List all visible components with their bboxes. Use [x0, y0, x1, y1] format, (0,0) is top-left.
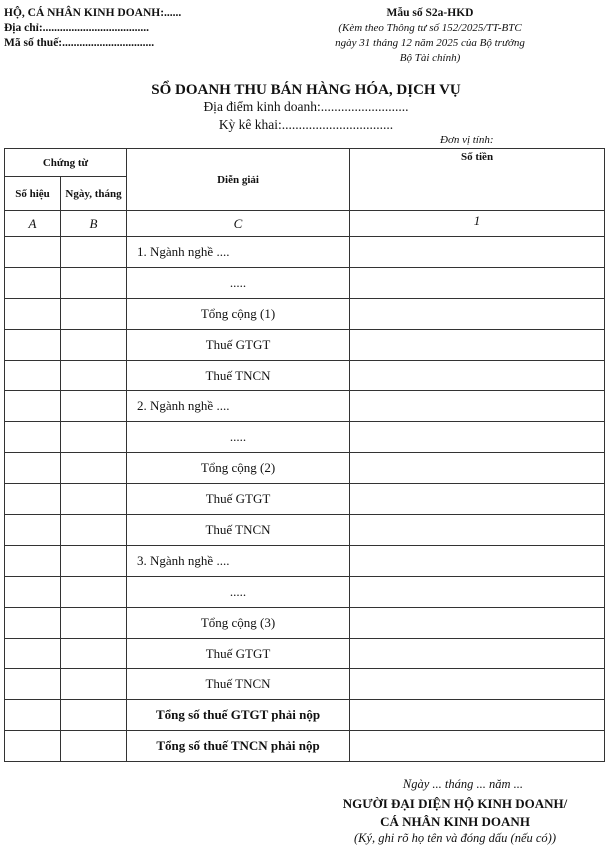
unit-label: Đơn vị tính:	[440, 134, 494, 146]
description-cell: Tổng cộng (1)	[127, 298, 350, 329]
voucher-number-cell	[5, 576, 61, 607]
voucher-number-header: Số hiệu	[5, 177, 61, 211]
amount-cell	[350, 391, 605, 422]
voucher-number-cell	[5, 545, 61, 576]
table-row	[5, 576, 605, 607]
table-row	[5, 237, 605, 268]
description-cell: Tổng cộng (2)	[127, 453, 350, 484]
reference-line-2: ngày 31 tháng 12 năm 2025 của Bộ trưởng	[335, 37, 525, 49]
table-row	[5, 700, 605, 731]
description-cell: Tổng số thuế GTGT phải nộp	[127, 700, 350, 731]
voucher-number-cell	[5, 700, 61, 731]
column-label-1: 1	[350, 211, 605, 237]
amount-cell	[350, 360, 605, 391]
amount-cell	[350, 576, 605, 607]
voucher-number-cell	[5, 515, 61, 546]
header-left	[4, 6, 181, 51]
voucher-header: Chứng từ	[5, 149, 127, 177]
table-row	[5, 422, 605, 453]
table-row	[5, 391, 605, 422]
description-cell: Thuế TNCN	[127, 360, 350, 391]
voucher-date-cell	[61, 267, 127, 298]
description-cell: Thuế GTGT	[127, 638, 350, 669]
ledger-body	[5, 237, 605, 762]
voucher-number-cell	[5, 298, 61, 329]
amount-cell	[350, 515, 605, 546]
amount-header: Số tiền	[350, 149, 605, 211]
amount-cell	[350, 422, 605, 453]
description-cell: Thuế TNCN	[127, 515, 350, 546]
voucher-number-cell	[5, 669, 61, 700]
table-row	[5, 484, 605, 515]
voucher-date-cell	[61, 700, 127, 731]
voucher-number-cell	[5, 329, 61, 360]
description-cell: .....	[127, 422, 350, 453]
form-number: Mẫu số S2a-HKD	[386, 7, 474, 19]
voucher-date-cell	[61, 607, 127, 638]
voucher-number-cell	[5, 484, 61, 515]
signature-title-line-2: CÁ NHÂN KINH DOANH	[380, 814, 530, 829]
voucher-date-cell	[61, 391, 127, 422]
amount-cell	[350, 700, 605, 731]
amount-cell	[350, 607, 605, 638]
table-row	[5, 329, 605, 360]
voucher-date-cell	[61, 515, 127, 546]
table-row	[5, 669, 605, 700]
signature-note: (Ký, ghi rõ họ tên và đóng dấu (nếu có))	[353, 831, 557, 845]
description-cell: Thuế TNCN	[127, 669, 350, 700]
voucher-date-cell	[61, 453, 127, 484]
table-row	[5, 638, 605, 669]
table-row	[5, 360, 605, 391]
tax-code-label: Mã số thuế:................................	[4, 37, 155, 49]
column-label-c: C	[127, 211, 350, 237]
voucher-date-cell	[61, 731, 127, 762]
voucher-date-cell	[61, 298, 127, 329]
voucher-number-cell	[5, 360, 61, 391]
description-cell: Tổng cộng (3)	[127, 607, 350, 638]
table-row	[5, 545, 605, 576]
reference-line-1: (Kèm theo Thông tư số 152/2025/TT-BTC	[338, 22, 522, 34]
amount-cell	[350, 298, 605, 329]
signature-date: Ngày ... tháng ... năm ...	[402, 777, 524, 791]
header-right	[292, 6, 568, 66]
voucher-number-cell	[5, 237, 61, 268]
table-row	[5, 607, 605, 638]
address-label: Địa chỉ:.....................................	[4, 22, 150, 34]
voucher-date-cell	[61, 237, 127, 268]
business-location: Địa điểm kinh doanh:..........................	[203, 99, 409, 114]
amount-cell	[350, 329, 605, 360]
column-label-a: A	[5, 211, 61, 237]
description-cell: Thuế GTGT	[127, 329, 350, 360]
voucher-date-cell	[61, 360, 127, 391]
declaration-period: Kỳ kê khai:.................................	[218, 117, 394, 132]
household-label: HỘ, CÁ NHÂN KINH DOANH:......	[4, 7, 182, 19]
amount-cell	[350, 267, 605, 298]
voucher-number-cell	[5, 267, 61, 298]
voucher-date-header: Ngày, tháng	[61, 177, 127, 211]
voucher-number-cell	[5, 391, 61, 422]
description-header: Diễn giải	[127, 149, 350, 211]
amount-cell	[350, 638, 605, 669]
reference-line-3: Bộ Tài chính)	[399, 52, 461, 64]
amount-cell	[350, 484, 605, 515]
description-cell: 3. Ngành nghề ....	[127, 545, 350, 576]
description-cell: Thuế GTGT	[127, 484, 350, 515]
voucher-date-cell	[61, 576, 127, 607]
amount-cell	[350, 545, 605, 576]
table-row	[5, 731, 605, 762]
table-row	[5, 515, 605, 546]
amount-cell	[350, 237, 605, 268]
description-cell: .....	[127, 267, 350, 298]
revenue-ledger-table	[4, 148, 605, 762]
description-cell: 1. Ngành nghề ....	[127, 237, 350, 268]
description-cell: .....	[127, 576, 350, 607]
column-label-b: B	[61, 211, 127, 237]
voucher-number-cell	[5, 607, 61, 638]
voucher-date-cell	[61, 329, 127, 360]
table-row	[5, 267, 605, 298]
description-cell: 2. Ngành nghề ....	[127, 391, 350, 422]
voucher-number-cell	[5, 422, 61, 453]
table-row	[5, 453, 605, 484]
table-row	[5, 298, 605, 329]
voucher-number-cell	[5, 453, 61, 484]
amount-cell	[350, 453, 605, 484]
amount-cell	[350, 669, 605, 700]
voucher-date-cell	[61, 484, 127, 515]
voucher-date-cell	[61, 638, 127, 669]
document-title: SỔ DOANH THU BÁN HÀNG HÓA, DỊCH VỤ	[151, 82, 461, 98]
voucher-date-cell	[61, 422, 127, 453]
description-cell: Tổng số thuế TNCN phải nộp	[127, 731, 350, 762]
voucher-number-cell	[5, 731, 61, 762]
voucher-date-cell	[61, 545, 127, 576]
voucher-number-cell	[5, 638, 61, 669]
amount-cell	[350, 731, 605, 762]
voucher-date-cell	[61, 669, 127, 700]
signature-title-line-1: NGƯỜI ĐẠI DIỆN HỘ KINH DOANH/	[342, 796, 568, 811]
